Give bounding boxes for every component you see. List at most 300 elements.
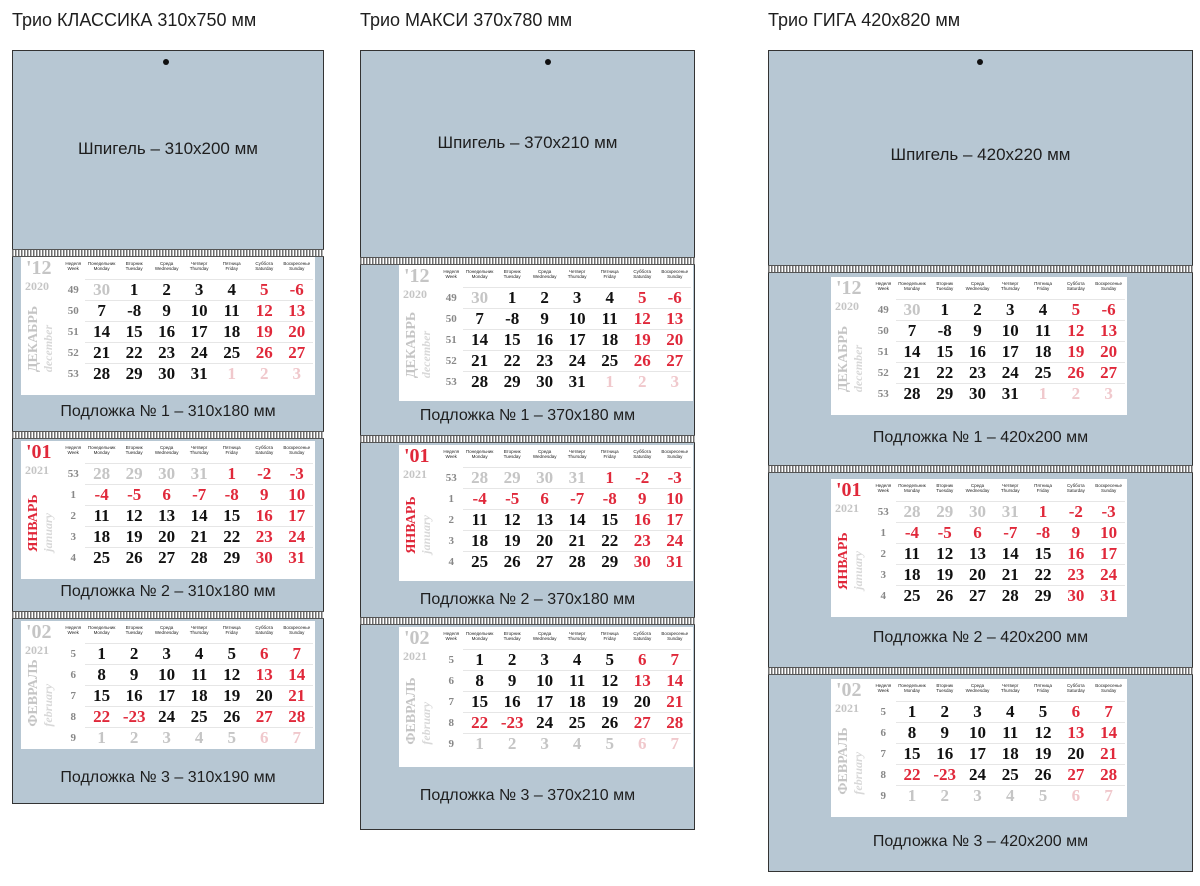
day-header-ru: Понедельник (898, 483, 926, 488)
day-cell: 1 (215, 463, 248, 484)
day-header-en: Thursday (1000, 488, 1020, 493)
day-header-ru: Четверг (190, 261, 208, 266)
sub-label: Подложка № 1 – 420x200 мм (872, 429, 1089, 446)
day-cell: 25 (593, 350, 626, 371)
day-cell: 1 (1027, 501, 1060, 522)
day-header-en: Monday (93, 266, 110, 271)
day-cell: -5 (118, 484, 151, 505)
day-header-ru: Пятница (1034, 683, 1052, 688)
week-number: 5 (448, 653, 454, 666)
day-cell: 3 (150, 727, 183, 748)
day-cell: 23 (961, 362, 994, 383)
day-cell: 19 (1059, 341, 1092, 362)
day-cell: 3 (150, 643, 183, 664)
day-header-ru: Понедельник (465, 269, 494, 274)
day-header (528, 447, 561, 467)
day-cell: 31 (183, 363, 216, 384)
week-number: 4 (880, 589, 887, 602)
day-cell: 16 (626, 509, 659, 530)
day-header-en: Monday (471, 636, 488, 641)
day-header-en: Week (67, 630, 79, 635)
day-cell: 25 (896, 585, 929, 606)
day-cell: 30 (150, 363, 183, 384)
day-header-en: Tuesday (936, 488, 954, 493)
week-number: 49 (67, 283, 79, 296)
day-header (896, 279, 929, 299)
day-cell: 14 (561, 509, 594, 530)
day-cell: -4 (896, 522, 929, 543)
day-cell: 31 (561, 467, 594, 488)
day-cell: 24 (658, 530, 691, 551)
day-cell: 27 (248, 706, 281, 727)
day-cell: 14 (280, 664, 313, 685)
day-grid (871, 681, 1125, 815)
month-name-ru: ДЕКАБРЬ (836, 325, 851, 393)
day-cell: 16 (150, 321, 183, 342)
day-header-ru: Воскресенье (283, 445, 311, 450)
calendar-panel (768, 50, 1193, 872)
day-header-ru: Вторник (936, 683, 954, 688)
day-cell: 12 (1059, 320, 1092, 341)
day-header-en: Monday (903, 488, 920, 493)
day-header-en: Week (877, 286, 889, 291)
sub-label: Подложка № 2 – 420x200 мм (872, 629, 1089, 646)
day-cell: 18 (463, 530, 496, 551)
day-header-en: Saturday (1066, 488, 1085, 493)
week-number: 2 (880, 547, 887, 560)
day-cell: 18 (994, 743, 1027, 764)
month-name-en: january (41, 513, 55, 552)
day-cell: 21 (994, 564, 1027, 585)
day-cell: 20 (961, 564, 994, 585)
day-cell: 24 (280, 526, 313, 547)
day-cell: 25 (463, 551, 496, 572)
day-cell: 26 (1059, 362, 1092, 383)
day-cell: 4 (1027, 299, 1060, 320)
month-name-ru: ДЕКАБРЬ (404, 311, 419, 379)
week-number: 51 (67, 325, 79, 338)
day-cell: -4 (85, 484, 118, 505)
day-cell: 13 (280, 300, 313, 321)
day-cell: 7 (896, 320, 929, 341)
day-cell: 15 (496, 329, 529, 350)
day-header (896, 681, 929, 701)
day-cell: 5 (1059, 299, 1092, 320)
year: 2021 (25, 643, 49, 657)
spiral-binding (768, 667, 1193, 675)
day-header (626, 629, 659, 649)
day-cell: 17 (658, 509, 691, 530)
day-cell: 14 (1092, 722, 1125, 743)
product-title: Трио КЛАССИКА 310x750 мм (12, 10, 257, 30)
month-calendar (399, 627, 693, 767)
day-cell: 12 (626, 308, 659, 329)
day-cell: 24 (1092, 564, 1125, 585)
day-cell: 23 (248, 526, 281, 547)
day-header-ru: Неделя (65, 625, 82, 630)
day-cell: 17 (994, 341, 1027, 362)
week-number: 50 (67, 304, 79, 317)
day-cell: 25 (215, 342, 248, 363)
day-cell: 17 (150, 685, 183, 706)
week-number: 1 (448, 492, 454, 505)
day-cell: 29 (593, 551, 626, 572)
day-cell: 7 (658, 733, 691, 754)
day-cell: -7 (561, 488, 594, 509)
month-name-ru: ЯНВАРЬ (404, 496, 419, 554)
day-header-ru: Понедельник (465, 449, 494, 454)
day-header-ru: Понедельник (898, 683, 926, 688)
day-header-ru: Воскресенье (661, 269, 689, 274)
month-number: '01 (26, 441, 52, 463)
day-cell: 1 (496, 287, 529, 308)
day-header-ru: Пятница (600, 269, 619, 274)
day-cell: 4 (593, 287, 626, 308)
day-cell: 31 (658, 551, 691, 572)
month-name-ru: ФЕВРАЛЬ (404, 677, 419, 745)
day-header (871, 481, 896, 501)
day-cell: 30 (896, 299, 929, 320)
day-cell: 11 (183, 664, 216, 685)
day-cell: 19 (626, 329, 659, 350)
day-cell: 30 (961, 383, 994, 404)
day-cell: 6 (528, 488, 561, 509)
month-calendar (399, 265, 693, 401)
day-cell: 26 (118, 547, 151, 568)
day-cell: 2 (150, 279, 183, 300)
day-cell: 16 (1059, 543, 1092, 564)
day-cell: 22 (215, 526, 248, 547)
week-number: 5 (70, 647, 76, 660)
day-grid (61, 259, 313, 393)
day-cell: 9 (248, 484, 281, 505)
day-header (961, 681, 994, 701)
day-cell: 1 (463, 733, 496, 754)
day-cell: 28 (1092, 764, 1125, 785)
day-header (658, 267, 691, 287)
day-cell: 3 (528, 733, 561, 754)
day-header (593, 447, 626, 467)
month-side (21, 621, 61, 749)
day-cell: 24 (961, 764, 994, 785)
month-side (399, 445, 439, 581)
day-cell: 18 (215, 321, 248, 342)
calendar-panel (12, 50, 324, 804)
day-header (1027, 279, 1060, 299)
day-header (1059, 481, 1092, 501)
day-header (961, 481, 994, 501)
day-cell: 26 (1027, 764, 1060, 785)
day-header (61, 623, 85, 643)
day-cell: 21 (463, 350, 496, 371)
day-header-en: Friday (603, 274, 616, 279)
day-header-ru: Неделя (875, 281, 892, 286)
week-number: 53 (67, 367, 79, 380)
week-number: 7 (70, 689, 76, 702)
day-header (994, 279, 1027, 299)
day-cell: 16 (961, 341, 994, 362)
week-number: 8 (448, 716, 454, 729)
day-cell: 5 (215, 727, 248, 748)
day-cell: 30 (528, 371, 561, 392)
day-header-ru: Среда (970, 281, 985, 286)
day-header-en: Monday (903, 286, 920, 291)
day-cell: 12 (248, 300, 281, 321)
day-cell: 10 (961, 722, 994, 743)
week-number: 2 (70, 509, 76, 522)
month-name-ru: ФЕВРАЛЬ (836, 727, 851, 795)
day-cell: 29 (118, 463, 151, 484)
day-header (1027, 681, 1060, 701)
day-cell: 28 (463, 371, 496, 392)
day-cell: 28 (280, 706, 313, 727)
day-cell: 6 (248, 643, 281, 664)
product-title: Трио ГИГА 420x820 мм (768, 10, 961, 30)
day-header-en: Tuesday (936, 688, 954, 693)
day-header-ru: Воскресенье (1095, 281, 1123, 286)
day-cell: 27 (961, 585, 994, 606)
day-header (896, 481, 929, 501)
day-cell: 22 (85, 706, 118, 727)
day-cell: 17 (183, 321, 216, 342)
day-header (961, 279, 994, 299)
day-cell: -3 (280, 463, 313, 484)
day-cell: 11 (561, 670, 594, 691)
day-cell: 1 (896, 701, 929, 722)
week-number: 9 (70, 731, 76, 744)
day-cell: 22 (1027, 564, 1060, 585)
day-header (463, 267, 496, 287)
day-cell: 5 (626, 287, 659, 308)
day-cell: 2 (118, 643, 151, 664)
day-header (150, 443, 183, 463)
day-cell: 14 (463, 329, 496, 350)
day-header-en: Wednesday (965, 688, 990, 693)
year: 2021 (835, 501, 859, 515)
day-cell: 7 (658, 649, 691, 670)
week-number: 52 (877, 366, 889, 379)
month-calendar (21, 621, 315, 749)
day-cell: 20 (626, 691, 659, 712)
day-header (928, 681, 961, 701)
day-cell: 14 (85, 321, 118, 342)
day-header-ru: Пятница (222, 445, 241, 450)
day-header-en: Thursday (567, 274, 587, 279)
day-cell: 19 (928, 564, 961, 585)
day-cell: 15 (85, 685, 118, 706)
day-header-en: Thursday (1000, 286, 1020, 291)
day-cell: 14 (183, 505, 216, 526)
day-header (439, 447, 463, 467)
day-cell: 3 (280, 363, 313, 384)
day-header-en: Saturday (255, 630, 274, 635)
day-cell: 19 (593, 691, 626, 712)
day-cell: 27 (1092, 362, 1125, 383)
day-header-ru: Понедельник (87, 445, 116, 450)
day-header-ru: Понедельник (898, 281, 926, 286)
day-cell: 28 (463, 467, 496, 488)
day-cell: 30 (248, 547, 281, 568)
day-cell: 21 (85, 342, 118, 363)
day-header (248, 443, 281, 463)
year: 2020 (835, 299, 859, 313)
day-header-ru: Вторник (503, 631, 521, 636)
day-cell: 18 (593, 329, 626, 350)
week-number: 1 (70, 488, 76, 501)
day-header-en: Wednesday (154, 450, 179, 455)
week-number: 8 (70, 710, 76, 723)
day-header-en: Monday (903, 688, 920, 693)
day-header (928, 279, 961, 299)
day-header-ru: Четверг (1002, 281, 1019, 286)
day-header-ru: Вторник (125, 625, 143, 630)
day-cell: 24 (561, 350, 594, 371)
day-header-ru: Пятница (600, 631, 619, 636)
day-header-en: Saturday (633, 636, 652, 641)
day-cell: 13 (626, 670, 659, 691)
day-header-ru: Суббота (255, 625, 274, 630)
day-cell: 11 (85, 505, 118, 526)
day-header-en: Tuesday (503, 274, 521, 279)
day-header-en: Friday (603, 454, 616, 459)
day-cell: 21 (896, 362, 929, 383)
week-number: 2 (448, 513, 454, 526)
month-calendar (831, 479, 1127, 617)
day-header-en: Thursday (189, 266, 209, 271)
day-header-en: Week (445, 274, 457, 279)
week-number: 51 (445, 333, 457, 346)
month-side (21, 441, 61, 579)
day-cell: 3 (961, 701, 994, 722)
day-cell: 2 (118, 727, 151, 748)
day-cell: -8 (1027, 522, 1060, 543)
day-cell: 16 (928, 743, 961, 764)
day-cell: 24 (183, 342, 216, 363)
month-number: '12 (836, 277, 862, 299)
day-cell: 5 (248, 279, 281, 300)
week-number: 53 (877, 387, 889, 400)
day-header-en: Sunday (289, 630, 305, 635)
day-cell: 2 (928, 701, 961, 722)
week-number: 49 (877, 303, 889, 316)
day-cell: -6 (1092, 299, 1125, 320)
day-header-en: Tuesday (125, 450, 143, 455)
month-name (27, 494, 55, 551)
day-header (496, 447, 529, 467)
day-cell: 1 (593, 371, 626, 392)
day-cell: 11 (463, 509, 496, 530)
day-cell: 19 (118, 526, 151, 547)
week-number: 51 (877, 345, 889, 358)
day-cell: 29 (1027, 585, 1060, 606)
day-cell: 6 (1059, 701, 1092, 722)
day-cell: 21 (280, 685, 313, 706)
day-cell: 23 (626, 530, 659, 551)
day-cell: -2 (626, 467, 659, 488)
day-cell: 9 (528, 308, 561, 329)
day-cell: 6 (1059, 785, 1092, 806)
day-header-en: Sunday (667, 454, 683, 459)
month-name-ru: ЯНВАРЬ (26, 494, 41, 552)
day-cell: 26 (626, 350, 659, 371)
month-name (27, 306, 55, 372)
day-cell: 20 (150, 526, 183, 547)
day-cell: 27 (1059, 764, 1092, 785)
week-number: 53 (445, 471, 457, 484)
day-cell: 15 (215, 505, 248, 526)
spiral-binding (768, 265, 1193, 273)
day-cell: 30 (528, 467, 561, 488)
day-header-en: Saturday (255, 266, 274, 271)
year: 2020 (25, 279, 49, 293)
month-side (21, 257, 61, 395)
hanging-hole (977, 59, 983, 65)
day-header-en: Sunday (667, 636, 683, 641)
day-header (528, 629, 561, 649)
day-cell: 21 (561, 530, 594, 551)
day-cell: 5 (593, 733, 626, 754)
day-header-en: Week (877, 488, 889, 493)
day-header-ru: Суббота (255, 261, 274, 266)
month-number: '01 (404, 445, 430, 467)
sub-label: Подложка № 1 – 370x180 мм (419, 407, 636, 424)
sub-label: Подложка № 3 – 370x210 мм (419, 787, 636, 804)
day-cell: 2 (496, 733, 529, 754)
day-cell: 6 (150, 484, 183, 505)
day-header (150, 623, 183, 643)
day-header-ru: Вторник (503, 449, 521, 454)
day-cell: 29 (215, 547, 248, 568)
day-header-en: Sunday (667, 274, 683, 279)
day-grid (439, 447, 691, 579)
day-grid (61, 623, 313, 747)
day-cell: -8 (496, 308, 529, 329)
day-header (928, 481, 961, 501)
day-header (150, 259, 183, 279)
day-header-ru: Пятница (222, 261, 241, 266)
day-header (626, 447, 659, 467)
day-header (183, 443, 216, 463)
week-number: 9 (880, 789, 887, 802)
day-cell: 1 (928, 299, 961, 320)
day-header-ru: Пятница (1034, 281, 1052, 286)
day-cell: 7 (1092, 701, 1125, 722)
day-cell: 21 (1092, 743, 1125, 764)
month-name-en: february (851, 751, 865, 795)
week-number: 3 (880, 568, 887, 581)
week-number: 6 (880, 726, 887, 739)
day-cell: 31 (994, 383, 1027, 404)
day-header-en: Tuesday (125, 266, 143, 271)
month-side (399, 627, 439, 767)
month-number: '02 (836, 679, 862, 701)
day-cell: 12 (215, 664, 248, 685)
day-header (118, 259, 151, 279)
day-header-ru: Четверг (190, 625, 208, 630)
month-side (831, 479, 871, 617)
day-cell: 8 (896, 722, 929, 743)
day-cell: -5 (496, 488, 529, 509)
day-cell: 18 (561, 691, 594, 712)
day-cell: 15 (463, 691, 496, 712)
day-header (658, 447, 691, 467)
day-header-en: Tuesday (503, 636, 521, 641)
day-header-en: Wednesday (532, 274, 557, 279)
year: 2021 (403, 649, 427, 663)
spiral-binding (12, 431, 324, 439)
spiral-binding (768, 465, 1193, 473)
day-cell: 5 (593, 649, 626, 670)
